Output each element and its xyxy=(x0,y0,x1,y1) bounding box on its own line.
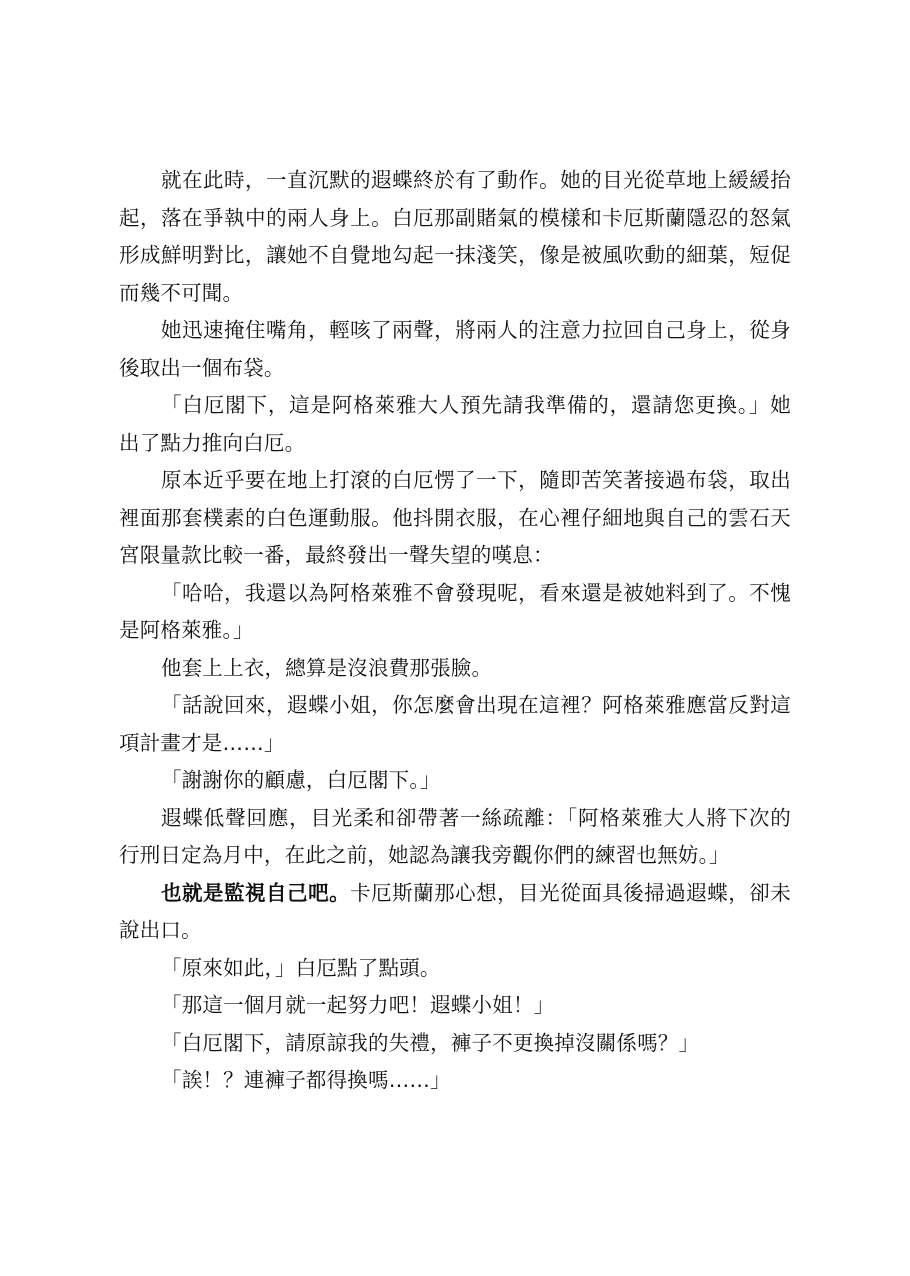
body-text xyxy=(119,162,791,1100)
paragraph-text: 「那這一個月就一起努力吧！遐蝶小姐！」 xyxy=(161,993,555,1017)
paragraph-text: 「白厄閣下，這是阿格萊雅大人預先請我準備的，還請您更換。」她出了點力推向白厄。 xyxy=(119,393,791,455)
paragraph xyxy=(119,762,791,800)
paragraph-text: 她迅速掩住嘴角，輕咳了兩聲，將兩人的注意力拉回自己身上，從身後取出一個布袋。 xyxy=(119,318,791,380)
paragraph xyxy=(119,687,791,762)
paragraph xyxy=(119,650,791,688)
paragraph xyxy=(119,987,791,1025)
paragraph-text: 「白厄閣下，請原諒我的失禮，褲子不更換掉沒關係嗎？」 xyxy=(161,1030,700,1055)
paragraph xyxy=(119,462,791,575)
paragraph xyxy=(119,875,791,950)
paragraph-text: 「謝謝你的顧慮，白厄閣下。」 xyxy=(161,768,441,792)
paragraph-text: 就在此時，一直沉默的遐蝶終於有了動作。她的目光從草地上緩緩抬起，落在爭執中的兩人身上。白厄那副賭氣的模樣和卡厄斯蘭隱忍的怒氣形成鮮明對比，讓她不自覺地勾起一抹淺笑，像是被風吹動的細葉，短促而幾不可聞。 xyxy=(119,168,791,305)
paragraph-text: 原本近乎要在地上打滾的白厄愣了一下，隨即苦笑著接過布袋，取出裡面那套樸素的白色運動服。他抖開衣服，在心裡仔細地與自己的雲石天宮限量款比較一番，最終發出一聲失望的嘆息： xyxy=(119,468,791,567)
paragraph xyxy=(119,800,791,875)
paragraph xyxy=(119,575,791,650)
paragraph-text: 卡厄斯蘭那心想，目光從面具後掃過遐蝶，卻未說出口。 xyxy=(119,880,791,942)
paragraph-text: 「原來如此，」白厄點了點頭。 xyxy=(161,955,441,980)
paragraph-text: 「誒！？連褲子都得換嗎……」 xyxy=(161,1068,451,1092)
paragraph xyxy=(119,1025,791,1063)
emphasized-thought: 也就是監視自己吧。 xyxy=(161,880,351,905)
paragraph xyxy=(119,950,791,988)
paragraph-text: 他套上上衣，總算是沒浪費那張臉。 xyxy=(161,655,493,680)
paragraph xyxy=(119,312,791,387)
paragraph xyxy=(119,1062,791,1100)
paragraph-text: 「哈哈，我還以為阿格萊雅不會發現呢，看來還是被她料到了。不愧是阿格萊雅。」 xyxy=(119,580,791,642)
paragraph xyxy=(119,387,791,462)
paragraph xyxy=(119,162,791,312)
paragraph-text: 「話說回來，遐蝶小姐，你怎麼會出現在這裡？阿格萊雅應當反對這項計畫才是……」 xyxy=(119,693,791,755)
paragraph-text: 遐蝶低聲回應，目光柔和卻帶著一絲疏離：「阿格萊雅大人將下次的行刑日定為月中，在此之前，她認為讓我旁觀你們的練習也無妨。」 xyxy=(119,805,791,867)
